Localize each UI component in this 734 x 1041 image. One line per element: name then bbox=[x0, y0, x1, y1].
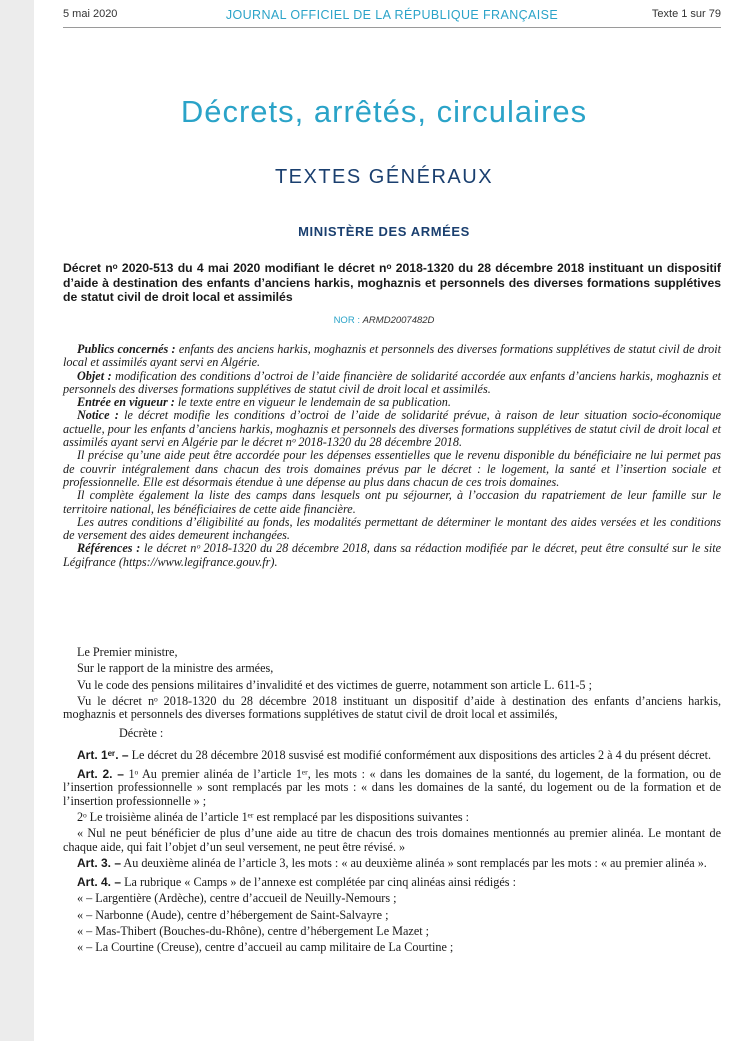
notice-paragraph: Les autres conditions d’éligibilité au fonds, les modalités permettant de déterminer le montant des aides versées et les conditions de versement des aides demeurent inchangées. bbox=[63, 514, 721, 543]
camp-item: « – Largentière (Ardèche), centre d’accueil de Neuilly-Nemours ; bbox=[77, 891, 397, 906]
notice-references bbox=[63, 542, 721, 569]
notice-paragraph: Il précise qu’une aide peut être accordée pour les dépenses essentielles que le revenu disponible du bénéficiaire ne lui permet pas de couvrir intégralement dans chacun des trois domaines prévus par le décret : le logement, la santé et l’insertion sociale et professionnelle. Elle est désormais étendue à une dépense au plus dans chacun de ces trois domaines. bbox=[63, 448, 721, 489]
article-label: Art. 2. – bbox=[77, 767, 124, 782]
left-margin-band bbox=[0, 0, 34, 1041]
body-paragraph: 2ᵒ Le troisième alinéa de l’article 1ᵉʳ est remplacé par les dispositions suivantes : bbox=[77, 809, 470, 824]
nor-label: NOR : bbox=[333, 315, 363, 326]
article-1 bbox=[63, 749, 721, 762]
camp-item: « – Narbonne (Aude), centre d’hébergement de Saint-Salvayre ; bbox=[77, 907, 389, 922]
article-text: 1ᵒ Au premier alinéa de l’article 1ᵉʳ, les mots : « dans les domaines de la santé, du logement, de la formation, ou de l’insertion professionnelle » sont remplacés par les mots : « dans les domaines de la santé, du logement ou de la formation et de l’insertion professionnelle » ; bbox=[63, 767, 722, 808]
notice-label: Références : bbox=[77, 541, 141, 556]
notice-block bbox=[63, 343, 721, 569]
notice-label: Publics concernés : bbox=[77, 342, 176, 356]
notice-text: le décret modifie les conditions d’octroi de l’aide de solidarité prévue, à raison de leur situation socio-économique actuelle, pour les enfants d’anciens harkis, moghaznis et personnels des diverses formations supplétives de statut civil de droit local et assimilés ayant servi en Algérie par le décret nᵒ 2018-1320 du 28 décembre 2018. bbox=[63, 408, 722, 450]
notice-text: le décret nᵒ 2018-1320 du 28 décembre 2018, dans sa rédaction modifiée par le décret, peut être consulté sur le site Légifrance (https://www.legifrance.gouv.fr). bbox=[63, 541, 722, 569]
body-paragraph: Vu le décret nᵒ 2018-1320 du 28 décembre 2018 instituant un dispositif d’aide à destination des enfants d’anciens harkis, moghaznis et personnels des diverses formations supplétives de statut civil de droit local et assimilés, bbox=[63, 693, 721, 722]
decrete-line: Décrète : bbox=[119, 726, 164, 741]
notice-text: enfants des anciens harkis, moghaznis et personnels des diverses formations supplétives de statut civil de droit local et assimilés ayant servi en Algérie. bbox=[63, 342, 721, 370]
notice-objet bbox=[63, 370, 721, 397]
notice-label: Objet : bbox=[77, 368, 112, 383]
notice-label: Notice : bbox=[77, 408, 119, 423]
article-label: Art. 4. – bbox=[77, 875, 122, 890]
article-text: Au deuxième alinéa de l’article 3, les mots : « au deuxième alinéa » sont remplacés par les mots : « au premier alinéa ». bbox=[123, 855, 707, 870]
section-subtitle: TEXTES GÉNÉRAUX bbox=[274, 166, 494, 188]
journal-title: JOURNAL OFFICIEL DE LA RÉPUBLIQUE FRANÇAISE bbox=[225, 8, 559, 22]
body-paragraph: Le Premier ministre, bbox=[77, 645, 178, 659]
notice-publics bbox=[63, 343, 721, 370]
nor-value: ARMD2007482D bbox=[362, 315, 435, 326]
article-4 bbox=[63, 876, 721, 889]
ministry-heading: MINISTÈRE DES ARMÉES bbox=[298, 224, 470, 239]
article-label: Art. 1ᵉʳ. – bbox=[77, 747, 129, 762]
notice-text: le texte entre en vigueur le lendemain de sa publication. bbox=[177, 395, 451, 410]
article-3 bbox=[63, 857, 721, 870]
camp-item: « – Mas-Thibert (Bouches-du-Rhône), centre d’hébergement Le Mazet ; bbox=[77, 924, 430, 939]
page-indicator: Texte 1 sur 79 bbox=[651, 8, 721, 20]
notice-label: Entrée en vigueur : bbox=[77, 395, 175, 410]
decree-title: Décret nᵒ 2020-513 du 4 mai 2020 modifiant le décret nᵒ 2018-1320 du 28 décembre 2018 instituant un dispositif d’aide à destination des enfants d’anciens harkis, moghaznis et personnels des diverses formations supplétives de statut civil de droit local et assimilés bbox=[63, 261, 721, 305]
notice-entree bbox=[63, 396, 721, 409]
header-date: 5 mai 2020 bbox=[63, 8, 118, 20]
body-paragraph: « Nul ne peut bénéficier de plus d’une aide au titre de chacun des trois domaines mentionnés au premier alinéa. Le montant de chaque aide, qui fait l’objet d’un seul versement, ne peut être révisé. » bbox=[63, 826, 721, 854]
page-header bbox=[63, 8, 721, 24]
notice-paragraph: Il complète également la liste des camps dans lesquels ont pu séjourner, à l’occasion du rapatriement de leur famille sur le territoire national, les bénéficiaires de cette aide financière. bbox=[63, 488, 721, 516]
article-label: Art. 3. – bbox=[77, 855, 122, 870]
body-paragraph: Vu le code des pensions militaires d’invalidité et des victimes de guerre, notamment son article L. 611-5 ; bbox=[77, 677, 592, 692]
header-divider bbox=[63, 27, 721, 28]
body-paragraph: Sur le rapport de la ministre des armées, bbox=[77, 661, 274, 676]
decree-body bbox=[63, 646, 721, 958]
camp-item: « – La Courtine (Creuse), centre d’accueil au camp militaire de La Courtine ; bbox=[77, 940, 454, 955]
nor-reference bbox=[34, 315, 734, 326]
article-text: La rubrique « Camps » de l’annexe est complétée par cinq alinéas ainsi rédigés : bbox=[124, 875, 516, 890]
article-text: Le décret du 28 décembre 2018 susvisé est modifié conformément aux dispositions des articles 2 à 4 du présent décret. bbox=[131, 747, 712, 762]
notice-text: modification des conditions d’octroi de l’aide financière de solidarité accordée aux enfants d’anciens harkis, moghaznis et personnels des diverses formations supplétives de statut civil de droit local et assimilés. bbox=[63, 368, 722, 396]
notice-notice bbox=[63, 409, 721, 449]
section-title: Décrets, arrêtés, circulaires bbox=[180, 94, 588, 129]
article-2 bbox=[63, 768, 721, 808]
